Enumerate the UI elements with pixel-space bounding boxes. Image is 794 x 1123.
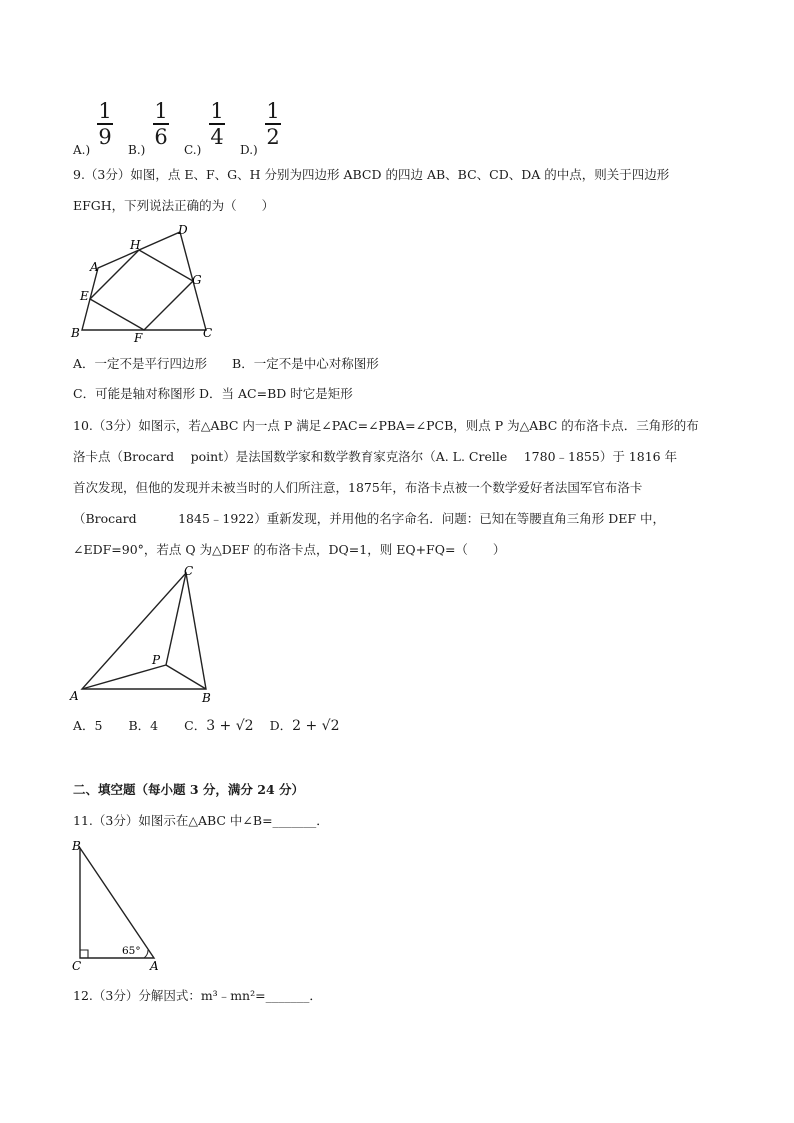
q9-quadrilateral-figure [66, 220, 226, 344]
label-b: B [202, 691, 211, 705]
q10-option-c-label: C． [184, 718, 207, 733]
label-a: A [70, 689, 79, 703]
q8-option-a-denominator: 9 [98, 124, 112, 149]
q9-options-line2: C．可能是轴对称图形 D．当 AC=BD 时它是矩形 [73, 386, 353, 401]
q10-option-d-label: D． [269, 718, 293, 733]
q10-stem-line1: 10.（3分）如图示，若△ABC 内一点 P 满足∠PAC=∠PBA=∠PCB，则点 P 为△ABC 的布洛卡点．三角形的布 [73, 418, 699, 433]
q10-stem-line2: 洛卡点（Brocard point）是法国数学家和数学教育家克洛尔（A. L. Crelle 1780﹣1855）于 1816 年 [73, 449, 678, 464]
q8-option-c-fraction [208, 100, 226, 148]
q10-option-b: B．4 [128, 718, 159, 733]
q11-stem: 11.（3分）如图示在△ABC 中∠B=_______． [73, 813, 329, 828]
q8-option-d-fraction [264, 100, 282, 148]
q8-option-d-numerator: 1 [266, 99, 280, 123]
segment-ap [82, 665, 166, 689]
q12-stem: 12.（3分）分解因式：m³﹣mn²=_______． [73, 988, 322, 1003]
label-b: B [72, 839, 81, 853]
q8-option-a-label: A.) [73, 143, 91, 157]
q11-right-triangle-figure [66, 836, 166, 976]
q10-brocard-triangle-figure [66, 563, 226, 707]
q8-option-c-label: C.) [184, 143, 202, 157]
segment-pc [166, 573, 186, 665]
section-heading-fill-in: 二、填空题（每小题 3 分，满分 24 分） [73, 782, 305, 797]
q8-option-a-fraction [96, 100, 114, 148]
label-a: A [90, 260, 99, 274]
quadrilateral-efgh [90, 250, 193, 330]
q8-option-c-denominator: 4 [210, 124, 224, 149]
segment-pb [166, 665, 206, 689]
label-c: C [203, 326, 213, 340]
quadrilateral-abcd [82, 232, 206, 330]
label-e: E [80, 289, 89, 303]
q8-option-d-label: D.) [240, 143, 258, 157]
angle-arc [144, 950, 148, 958]
label-g: G [192, 273, 202, 287]
q10-options [73, 718, 339, 734]
q8-option-a-numerator: 1 [98, 99, 112, 123]
q8-option-c-numerator: 1 [210, 99, 224, 123]
right-angle-mark [80, 950, 88, 958]
q8-option-b-fraction [152, 100, 170, 148]
label-h: H [130, 238, 141, 252]
q10-stem-line3: 首次发现，但他的发现并未被当时的人们所注意，1875年，布洛卡点被一个数学爱好者法国军官布洛卡 [73, 480, 643, 495]
triangle-abc [80, 848, 154, 958]
label-c: C [184, 564, 194, 578]
q9-options-line1: A．一定不是平行四边形 B．一定不是中心对称图形 [73, 356, 379, 371]
q8-option-d-denominator: 2 [266, 124, 280, 149]
q10-option-a: A．5 [73, 718, 103, 733]
q9-stem-line1: 9.（3分）如图，点 E、F、G、H 分别为四边形 ABCD 的四边 AB、BC、CD、DA 的中点，则关于四边形 [73, 167, 670, 182]
label-f: F [134, 331, 143, 344]
q10-option-d-expression: 2 + √2 [292, 718, 340, 734]
angle-label-65: 65° [122, 945, 141, 957]
q8-option-b-denominator: 6 [154, 124, 168, 149]
q10-stem-line5: ∠EDF=90°，若点 Q 为△DEF 的布洛卡点，DQ=1，则 EQ+FQ=（ ） [73, 542, 506, 557]
q10-stem-line4: （Brocard 1845﹣1922）重新发现，并用他的名字命名．问题：已知在等腰直角三角形 DEF 中， [73, 511, 665, 526]
q10-option-c-expression: 3 + √2 [206, 718, 254, 734]
label-a: A [150, 959, 159, 973]
q9-stem-line2: EFGH，下列说法正确的为（ ） [73, 198, 275, 213]
label-b: B [71, 326, 80, 340]
label-d: D [178, 223, 188, 237]
label-p: P [152, 653, 161, 667]
q8-option-b-numerator: 1 [154, 99, 168, 123]
q8-option-b-label: B.) [128, 143, 146, 157]
label-c: C [72, 959, 82, 973]
